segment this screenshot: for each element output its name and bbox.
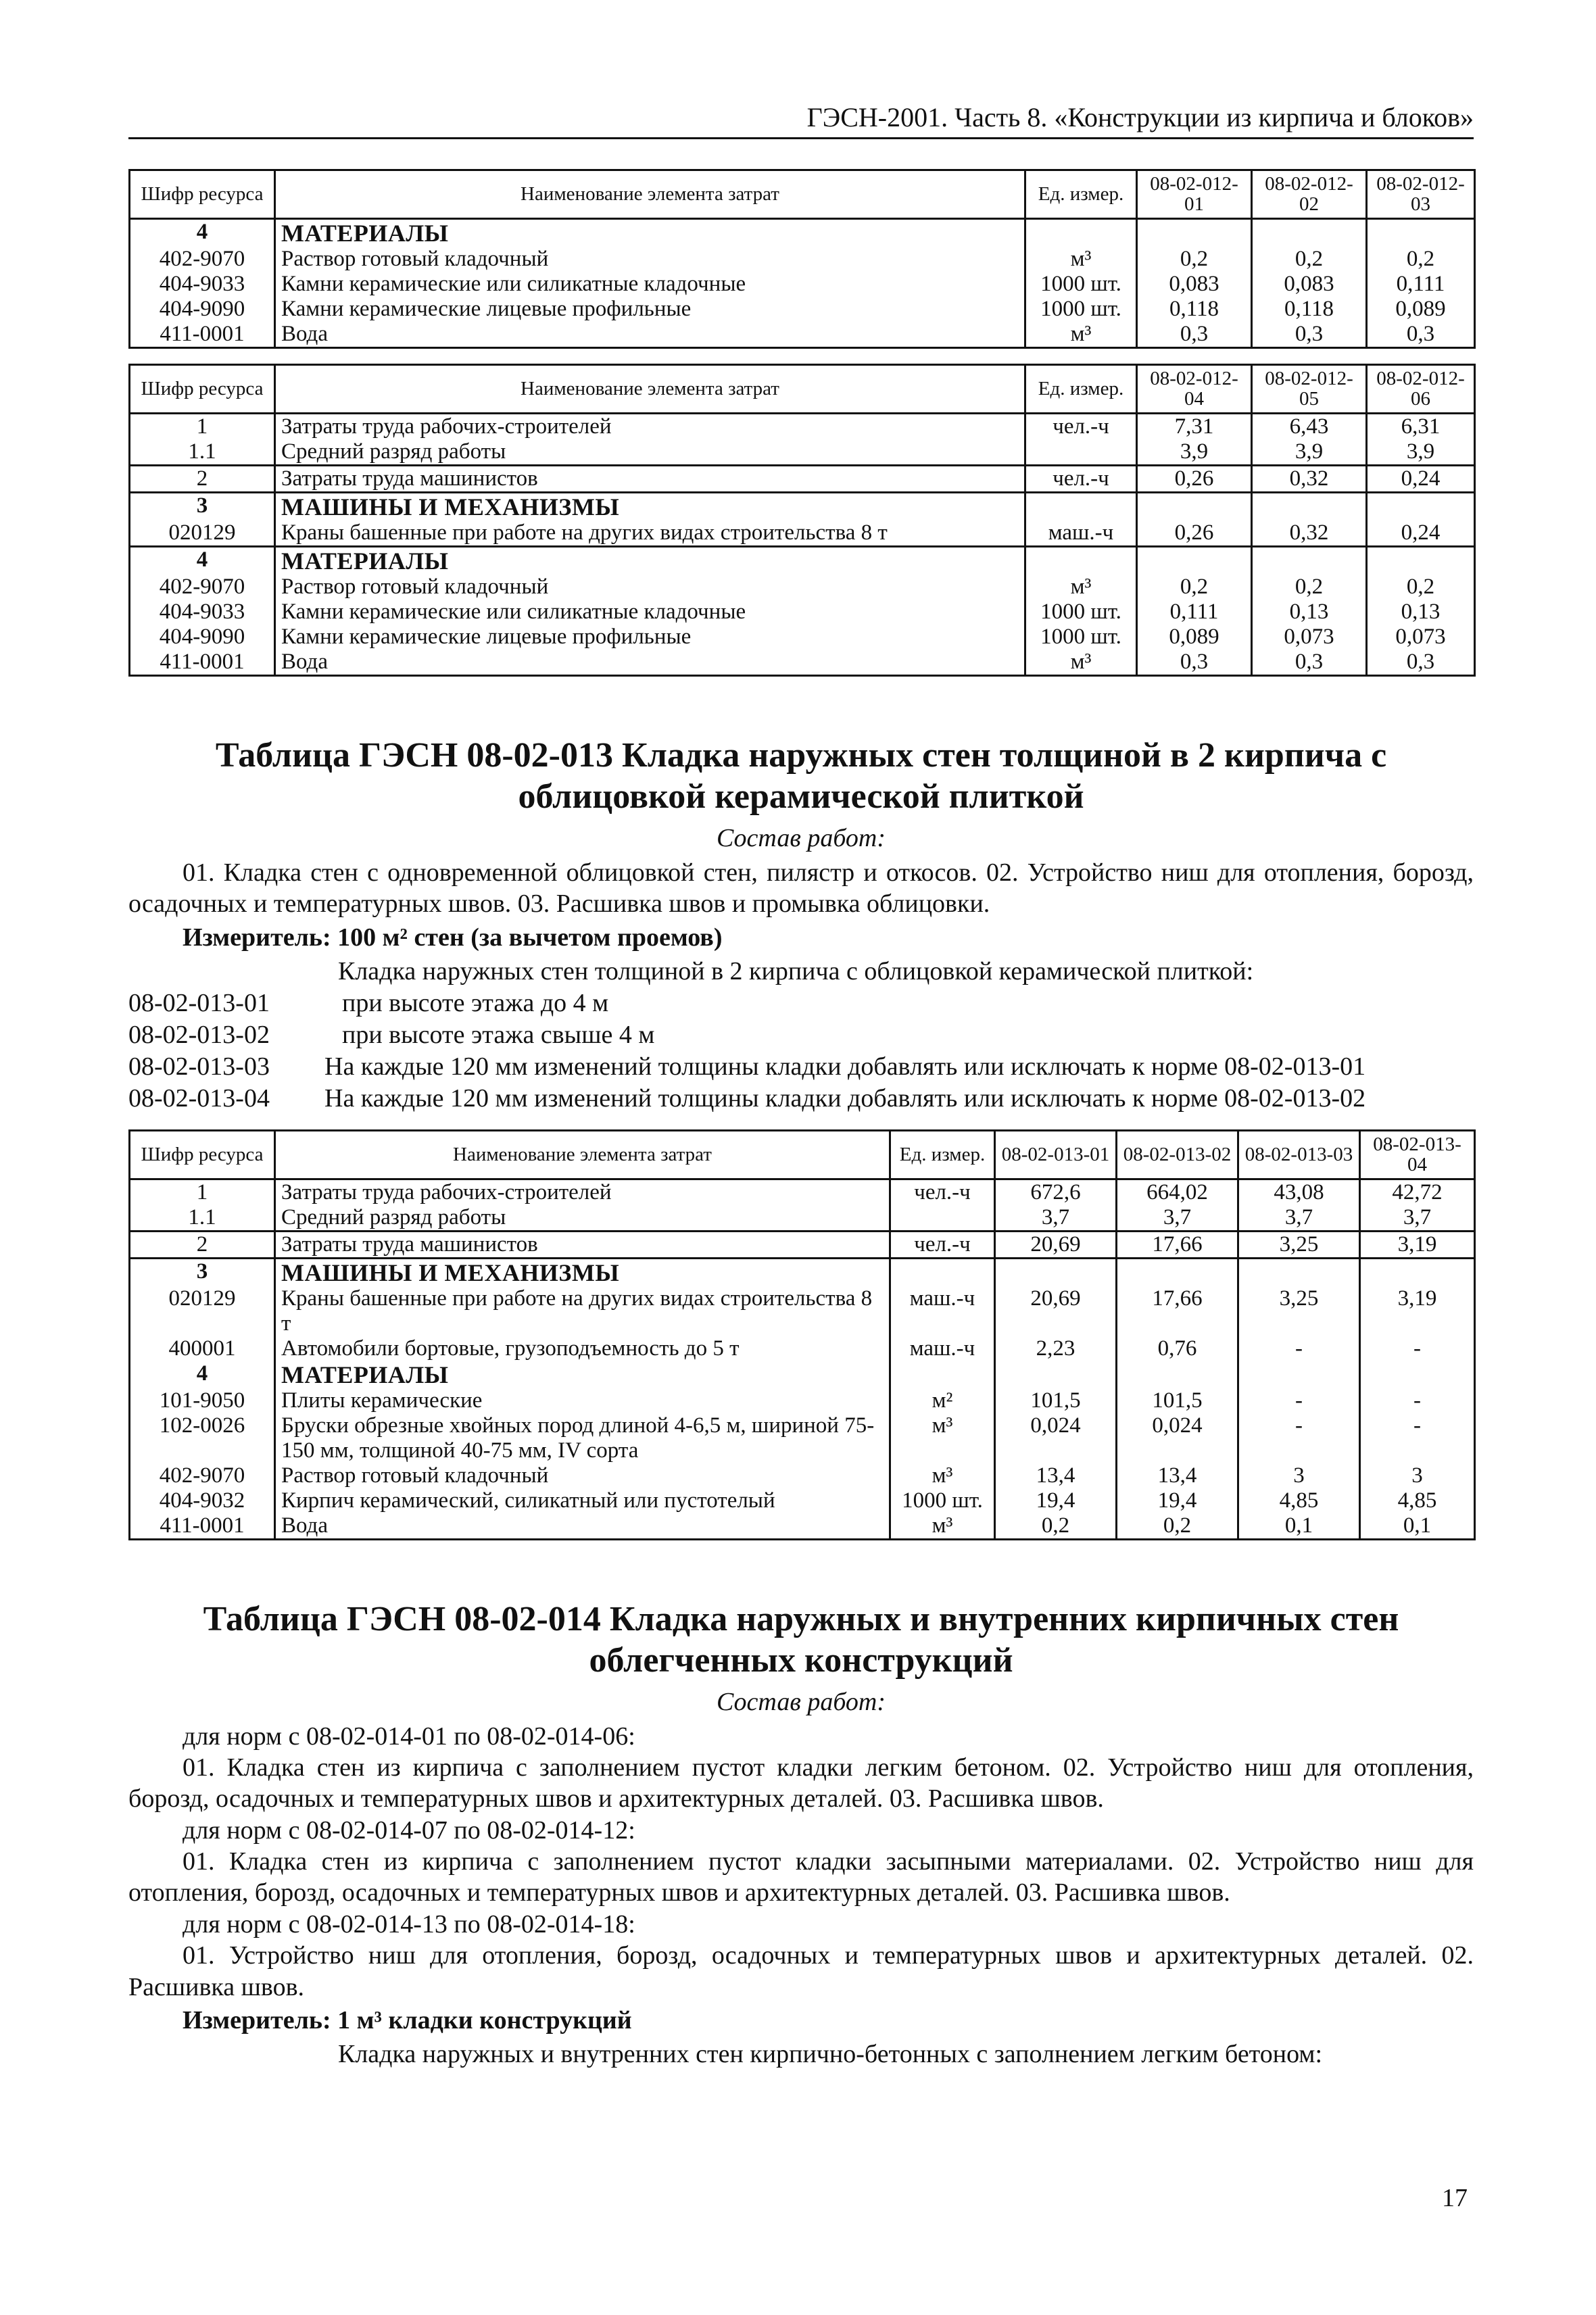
norm-variants-list	[128, 988, 1474, 1115]
resource-value: 4,85	[1360, 1488, 1475, 1513]
resource-value: 17,66	[1117, 1286, 1238, 1336]
resource-value: 0,2	[1137, 575, 1252, 600]
table-title-08-02-013: Таблица ГЭСН 08-02-013 Кладка наружных стен толщиной в 2 кирпича с облицовкой керамической плиткой	[215, 736, 1387, 817]
resource-unit	[890, 1361, 995, 1388]
resource-code: 411-0001	[130, 322, 275, 347]
norm-variant-text: при высоте этажа до 4 м	[342, 988, 609, 1017]
resource-value: 0,2	[1367, 247, 1475, 272]
resource-value: 0,2	[995, 1513, 1117, 1539]
resource-value	[1360, 1361, 1475, 1388]
table-row	[130, 1336, 1475, 1361]
resource-table-08-02-012-a	[128, 169, 1476, 349]
resource-value: 0,089	[1137, 625, 1252, 650]
resource-name: Автомобили бортовые, грузоподъемность до 5 т	[275, 1336, 890, 1361]
resource-value: 0,2	[1252, 247, 1367, 272]
resource-value: 0,083	[1252, 272, 1367, 297]
table-row	[130, 547, 1475, 575]
resource-value: 0,32	[1252, 465, 1367, 492]
resource-name: Краны башенные при работе на других видах строительства 8 т	[275, 520, 1025, 546]
resource-name: Камни керамические или силикатные кладочные	[275, 600, 1025, 625]
header-norm-code: 08-02-012-02	[1252, 170, 1367, 219]
resource-value: 0,26	[1137, 520, 1252, 546]
work-composition-text: 01. Кладка стен из кирпича с заполнением пустот кладки засыпными материалами. 02. Устройство ниш для отопления, борозд, осадочных и температурных швов и архитектурных деталей. 03. Расшивка швов.	[128, 1847, 1474, 1907]
resource-value: -	[1238, 1336, 1360, 1361]
resource-value	[1137, 492, 1252, 520]
table-row	[130, 1205, 1475, 1231]
table-row	[130, 272, 1475, 297]
resource-value: 3,9	[1252, 439, 1367, 465]
norm-variant-code: 08-02-013-01	[128, 988, 270, 1017]
resource-code: 1	[130, 1179, 275, 1204]
resource-value: 6,43	[1252, 413, 1367, 439]
resource-code: 101-9050	[130, 1388, 275, 1413]
header-row	[130, 365, 1475, 414]
resource-name: МАШИНЫ И МЕХАНИЗМЫ	[275, 492, 1025, 520]
resource-unit: 1000 шт.	[1025, 625, 1137, 650]
resource-value: 0,089	[1367, 297, 1475, 322]
resource-value: 0,073	[1252, 625, 1367, 650]
resource-value	[1117, 1258, 1238, 1286]
resource-unit: м³	[890, 1513, 995, 1539]
table-row	[130, 625, 1475, 650]
resource-value: 0,76	[1117, 1336, 1238, 1361]
resource-value: 19,4	[995, 1488, 1117, 1513]
resource-name: Средний разряд работы	[275, 439, 1025, 465]
resource-value: 0,1	[1238, 1513, 1360, 1539]
table-row	[130, 247, 1475, 272]
table-row	[130, 600, 1475, 625]
resource-unit: 1000 шт.	[890, 1488, 995, 1513]
resource-code: 404-9090	[130, 297, 275, 322]
work-composition-heading: Состав работ:	[716, 1687, 886, 1716]
resource-value: 6,31	[1367, 413, 1475, 439]
resource-name: МАТЕРИАЛЫ	[275, 547, 1025, 575]
resource-table-08-02-013	[128, 1129, 1476, 1540]
norm-variant-text: На каждые 120 мм изменений толщины кладки добавлять или исключать к норме 08-02-013-02	[324, 1083, 1366, 1113]
resource-value	[995, 1361, 1117, 1388]
norm-variant	[128, 1083, 1474, 1115]
resource-name: Раствор готовый кладочный	[275, 247, 1025, 272]
resource-unit	[890, 1205, 995, 1231]
table-row	[130, 575, 1475, 600]
resource-value: 0,3	[1367, 650, 1475, 675]
norm-variant	[128, 1019, 1474, 1051]
resource-name: Камни керамические лицевые профильные	[275, 625, 1025, 650]
resource-value	[1137, 547, 1252, 575]
table-row	[130, 1231, 1475, 1258]
table-row	[130, 520, 1475, 546]
resource-name: Вода	[275, 1513, 890, 1539]
resource-value: 0,3	[1252, 650, 1367, 675]
resource-code: 404-9033	[130, 272, 275, 297]
header-code: Шифр ресурса	[130, 1131, 275, 1179]
page-number: 17	[1442, 2184, 1468, 2212]
header-norm-code: 08-02-012-06	[1367, 365, 1475, 414]
resource-value: 43,08	[1238, 1179, 1360, 1204]
table-row	[130, 1488, 1475, 1513]
work-composition-text: 01. Устройство ниш для отопления, борозд, осадочных и температурных швов и архитектурных деталей. 02. Расшивка швов.	[128, 1941, 1474, 2001]
resource-value: 0,083	[1137, 272, 1252, 297]
resource-value: 13,4	[995, 1463, 1117, 1488]
resource-value: 0,3	[1137, 322, 1252, 347]
resource-value: 17,66	[1117, 1231, 1238, 1258]
resource-value: 664,02	[1117, 1179, 1238, 1204]
header-unit: Ед. измер.	[1025, 170, 1137, 219]
resource-value	[1117, 1361, 1238, 1388]
resource-unit: 1000 шт.	[1025, 297, 1137, 322]
resource-value: 0,024	[1117, 1413, 1238, 1463]
resource-value: 42,72	[1360, 1179, 1475, 1204]
resource-unit: маш.-ч	[890, 1336, 995, 1361]
resource-code: 2	[130, 1231, 275, 1258]
norm-variant-text: при высоте этажа свыше 4 м	[342, 1020, 655, 1049]
table-row	[130, 1388, 1475, 1413]
norm-variant	[128, 1051, 1474, 1083]
norm-range-label: для норм с 08-02-014-01 по 08-02-014-06:	[183, 1722, 635, 1751]
norm-variant	[128, 988, 1474, 1019]
resource-value	[1367, 492, 1475, 520]
resource-name: Плиты керамические	[275, 1388, 890, 1413]
resource-unit	[1025, 547, 1137, 575]
resource-code: 1.1	[130, 1205, 275, 1231]
resource-value: 0,118	[1252, 297, 1367, 322]
resource-value: 0,1	[1360, 1513, 1475, 1539]
resource-unit: м³	[890, 1463, 995, 1488]
table-row	[130, 1413, 1475, 1463]
resource-code: 400001	[130, 1336, 275, 1361]
variants-intro: Кладка наружных и внутренних стен кирпично-бетонных с заполнением легким бетоном:	[338, 2039, 1323, 2068]
resource-unit: м³	[1025, 322, 1137, 347]
work-composition-heading: Состав работ:	[716, 823, 886, 852]
resource-name: Средний разряд работы	[275, 1205, 890, 1231]
resource-code: 1	[130, 413, 275, 439]
resource-value: 13,4	[1117, 1463, 1238, 1488]
resource-value: 0,3	[1137, 650, 1252, 675]
resource-value	[1360, 1258, 1475, 1286]
norm-range-label: для норм с 08-02-014-13 по 08-02-014-18:	[183, 1909, 635, 1939]
resource-value: 0,073	[1367, 625, 1475, 650]
resource-value	[1252, 492, 1367, 520]
table-row	[130, 492, 1475, 520]
resource-value: 3,7	[1117, 1205, 1238, 1231]
resource-value	[1238, 1361, 1360, 1388]
header-norm-code: 08-02-012-03	[1367, 170, 1475, 219]
table-row	[130, 1361, 1475, 1388]
table-row	[130, 1179, 1475, 1204]
resource-value: 0,24	[1367, 520, 1475, 546]
header-unit: Ед. измер.	[1025, 365, 1137, 414]
resource-code: 411-0001	[130, 650, 275, 675]
resource-value	[1252, 547, 1367, 575]
table-row	[130, 439, 1475, 465]
norm-variant-code: 08-02-013-02	[128, 1020, 270, 1049]
resource-code: 404-9090	[130, 625, 275, 650]
resource-value: 3,19	[1360, 1231, 1475, 1258]
resource-value	[1252, 218, 1367, 247]
resource-name: Затраты труда машинистов	[275, 1231, 890, 1258]
resource-code: 2	[130, 465, 275, 492]
header-norm-code: 08-02-013-02	[1117, 1131, 1238, 1179]
resource-unit: чел.-ч	[1025, 413, 1137, 439]
resource-value: 0,13	[1367, 600, 1475, 625]
resource-code: 3	[130, 1258, 275, 1286]
table-row	[130, 465, 1475, 492]
resource-name: Раствор готовый кладочный	[275, 575, 1025, 600]
resource-value	[1367, 547, 1475, 575]
resource-name: Затраты труда рабочих-строителей	[275, 1179, 890, 1204]
resource-unit: м²	[890, 1388, 995, 1413]
resource-value: 0,3	[1367, 322, 1475, 347]
resource-code: 020129	[130, 520, 275, 546]
resource-unit: маш.-ч	[1025, 520, 1137, 546]
resource-value: 3,9	[1367, 439, 1475, 465]
resource-name: Краны башенные при работе на других видах строительства 8 т	[275, 1286, 890, 1336]
table-row	[130, 322, 1475, 347]
work-composition-text: 01. Кладка стен из кирпича с заполнением пустот кладки легким бетоном. 02. Устройство ниш для отопления, борозд, осадочных и температурных швов и архитектурных деталей. 03. Расшивка швов.	[128, 1753, 1474, 1813]
resource-code: 4	[130, 218, 275, 247]
resource-value: 0,111	[1137, 600, 1252, 625]
resource-value: 3,7	[995, 1205, 1117, 1231]
resource-name: Затраты труда машинистов	[275, 465, 1025, 492]
resource-unit: чел.-ч	[890, 1179, 995, 1204]
resource-value: 0,2	[1117, 1513, 1238, 1539]
resource-unit: 1000 шт.	[1025, 272, 1137, 297]
norm-variant-code: 08-02-013-03	[128, 1052, 270, 1081]
resource-name: МАТЕРИАЛЫ	[275, 218, 1025, 247]
resource-value: 3,19	[1360, 1286, 1475, 1336]
resource-value	[1238, 1258, 1360, 1286]
norm-variant-text: На каждые 120 мм изменений толщины кладки добавлять или исключать к норме 08-02-013-01	[324, 1052, 1366, 1081]
resource-unit	[890, 1258, 995, 1286]
resource-code: 404-9032	[130, 1488, 275, 1513]
table-row	[130, 1286, 1475, 1336]
table-row	[130, 650, 1475, 675]
header-norm-code: 08-02-013-03	[1238, 1131, 1360, 1179]
resource-name: Вода	[275, 322, 1025, 347]
resource-code: 1.1	[130, 439, 275, 465]
header-norm-code: 08-02-013-04	[1360, 1131, 1475, 1179]
resource-value: 0,2	[1252, 575, 1367, 600]
resource-value: 101,5	[1117, 1388, 1238, 1413]
resource-value: 3,9	[1137, 439, 1252, 465]
table-title-08-02-014: Таблица ГЭСН 08-02-014 Кладка наружных и внутренних кирпичных стен облегченных конструкций	[203, 1599, 1399, 1680]
table-row	[130, 218, 1475, 247]
resource-code: 4	[130, 1361, 275, 1388]
header-row	[130, 170, 1475, 219]
resource-unit: 1000 шт.	[1025, 600, 1137, 625]
resource-code: 020129	[130, 1286, 275, 1336]
running-header: ГЭСН-2001. Часть 8. «Конструкции из кирпича и блоков»	[128, 101, 1474, 139]
resource-name: Камни керамические лицевые профильные	[275, 297, 1025, 322]
resource-unit	[1025, 439, 1137, 465]
resource-value: 4,85	[1238, 1488, 1360, 1513]
variants-intro: Кладка наружных стен толщиной в 2 кирпича с облицовкой керамической плиткой:	[338, 956, 1254, 985]
resource-unit: чел.-ч	[1025, 465, 1137, 492]
resource-value: 0,118	[1137, 297, 1252, 322]
resource-code: 402-9070	[130, 247, 275, 272]
header-code: Шифр ресурса	[130, 170, 275, 219]
resource-code: 404-9033	[130, 600, 275, 625]
resource-value: 0,2	[1367, 575, 1475, 600]
norm-range-label: для норм с 08-02-014-07 по 08-02-014-12:	[183, 1816, 635, 1845]
resource-unit: м³	[1025, 650, 1137, 675]
header-norm-code: 08-02-012-04	[1137, 365, 1252, 414]
resource-code: 102-0026	[130, 1413, 275, 1463]
header-norm-code: 08-02-012-01	[1137, 170, 1252, 219]
resource-unit: чел.-ч	[890, 1231, 995, 1258]
resource-value: 20,69	[995, 1286, 1117, 1336]
resource-unit: м³	[890, 1413, 995, 1463]
resource-name: Кирпич керамический, силикатный или пустотелый	[275, 1488, 890, 1513]
norm-variant-code: 08-02-013-04	[128, 1083, 270, 1113]
resource-name: Раствор готовый кладочный	[275, 1463, 890, 1488]
resource-value: 3,25	[1238, 1286, 1360, 1336]
resource-name: Затраты труда рабочих-строителей	[275, 413, 1025, 439]
resource-table-08-02-012-b	[128, 364, 1476, 677]
resource-value: -	[1238, 1388, 1360, 1413]
resource-value: 3,7	[1360, 1205, 1475, 1231]
resource-name: МАТЕРИАЛЫ	[275, 1361, 890, 1388]
resource-value: 3	[1238, 1463, 1360, 1488]
resource-code: 402-9070	[130, 575, 275, 600]
resource-value: 3	[1360, 1463, 1475, 1488]
resource-value: 672,6	[995, 1179, 1117, 1204]
header-norm-code: 08-02-013-01	[995, 1131, 1117, 1179]
resource-value: 0,24	[1367, 465, 1475, 492]
resource-value: -	[1238, 1413, 1360, 1463]
table-row	[130, 413, 1475, 439]
document-page	[128, 101, 1474, 2070]
resource-value: -	[1360, 1388, 1475, 1413]
measure-unit: Измеритель: 1 м³ кладки конструкций	[183, 2005, 632, 2034]
resource-value: -	[1360, 1336, 1475, 1361]
resource-value: 3,7	[1238, 1205, 1360, 1231]
resource-value	[1137, 218, 1252, 247]
header-name: Наименование элемента затрат	[275, 170, 1025, 219]
header-code: Шифр ресурса	[130, 365, 275, 414]
table-row	[130, 297, 1475, 322]
resource-value: 0,024	[995, 1413, 1117, 1463]
resource-value: 0,3	[1252, 322, 1367, 347]
header-unit: Ед. измер.	[890, 1131, 995, 1179]
resource-unit: маш.-ч	[890, 1286, 995, 1336]
measure-unit: Измеритель: 100 м² стен (за вычетом проемов)	[183, 923, 723, 952]
resource-unit	[1025, 492, 1137, 520]
resource-value	[995, 1258, 1117, 1286]
header-row	[130, 1131, 1475, 1179]
resource-unit	[1025, 218, 1137, 247]
header-name: Наименование элемента затрат	[275, 1131, 890, 1179]
resource-value: 2,23	[995, 1336, 1117, 1361]
resource-value: 20,69	[995, 1231, 1117, 1258]
header-norm-code: 08-02-012-05	[1252, 365, 1367, 414]
resource-name: Камни керамические или силикатные кладочные	[275, 272, 1025, 297]
resource-code: 3	[130, 492, 275, 520]
resource-value: 0,13	[1252, 600, 1367, 625]
resource-unit: м³	[1025, 575, 1137, 600]
resource-code: 402-9070	[130, 1463, 275, 1488]
resource-name: Вода	[275, 650, 1025, 675]
resource-value: -	[1360, 1413, 1475, 1463]
resource-value: 7,31	[1137, 413, 1252, 439]
resource-value: 3,25	[1238, 1231, 1360, 1258]
work-composition-text: 01. Кладка стен с одновременной облицовкой стен, пилястр и откосов. 02. Устройство ниш для отопления, борозд, осадочных и температурных швов. 03. Расшивка швов и промывка облицовки.	[128, 858, 1474, 919]
resource-value: 0,111	[1367, 272, 1475, 297]
resource-value: 101,5	[995, 1388, 1117, 1413]
resource-value: 0,32	[1252, 520, 1367, 546]
resource-value: 0,2	[1137, 247, 1252, 272]
table-row	[130, 1513, 1475, 1539]
resource-name: Бруски обрезные хвойных пород длиной 4-6,5 м, шириной 75-150 мм, толщиной 40-75 мм, IV сорта	[275, 1413, 890, 1463]
resource-code: 4	[130, 547, 275, 575]
header-name: Наименование элемента затрат	[275, 365, 1025, 414]
table-row	[130, 1258, 1475, 1286]
resource-value: 0,26	[1137, 465, 1252, 492]
resource-code: 411-0001	[130, 1513, 275, 1539]
resource-value	[1367, 218, 1475, 247]
resource-value: 19,4	[1117, 1488, 1238, 1513]
resource-unit: м³	[1025, 247, 1137, 272]
table-row	[130, 1463, 1475, 1488]
resource-name: МАШИНЫ И МЕХАНИЗМЫ	[275, 1258, 890, 1286]
